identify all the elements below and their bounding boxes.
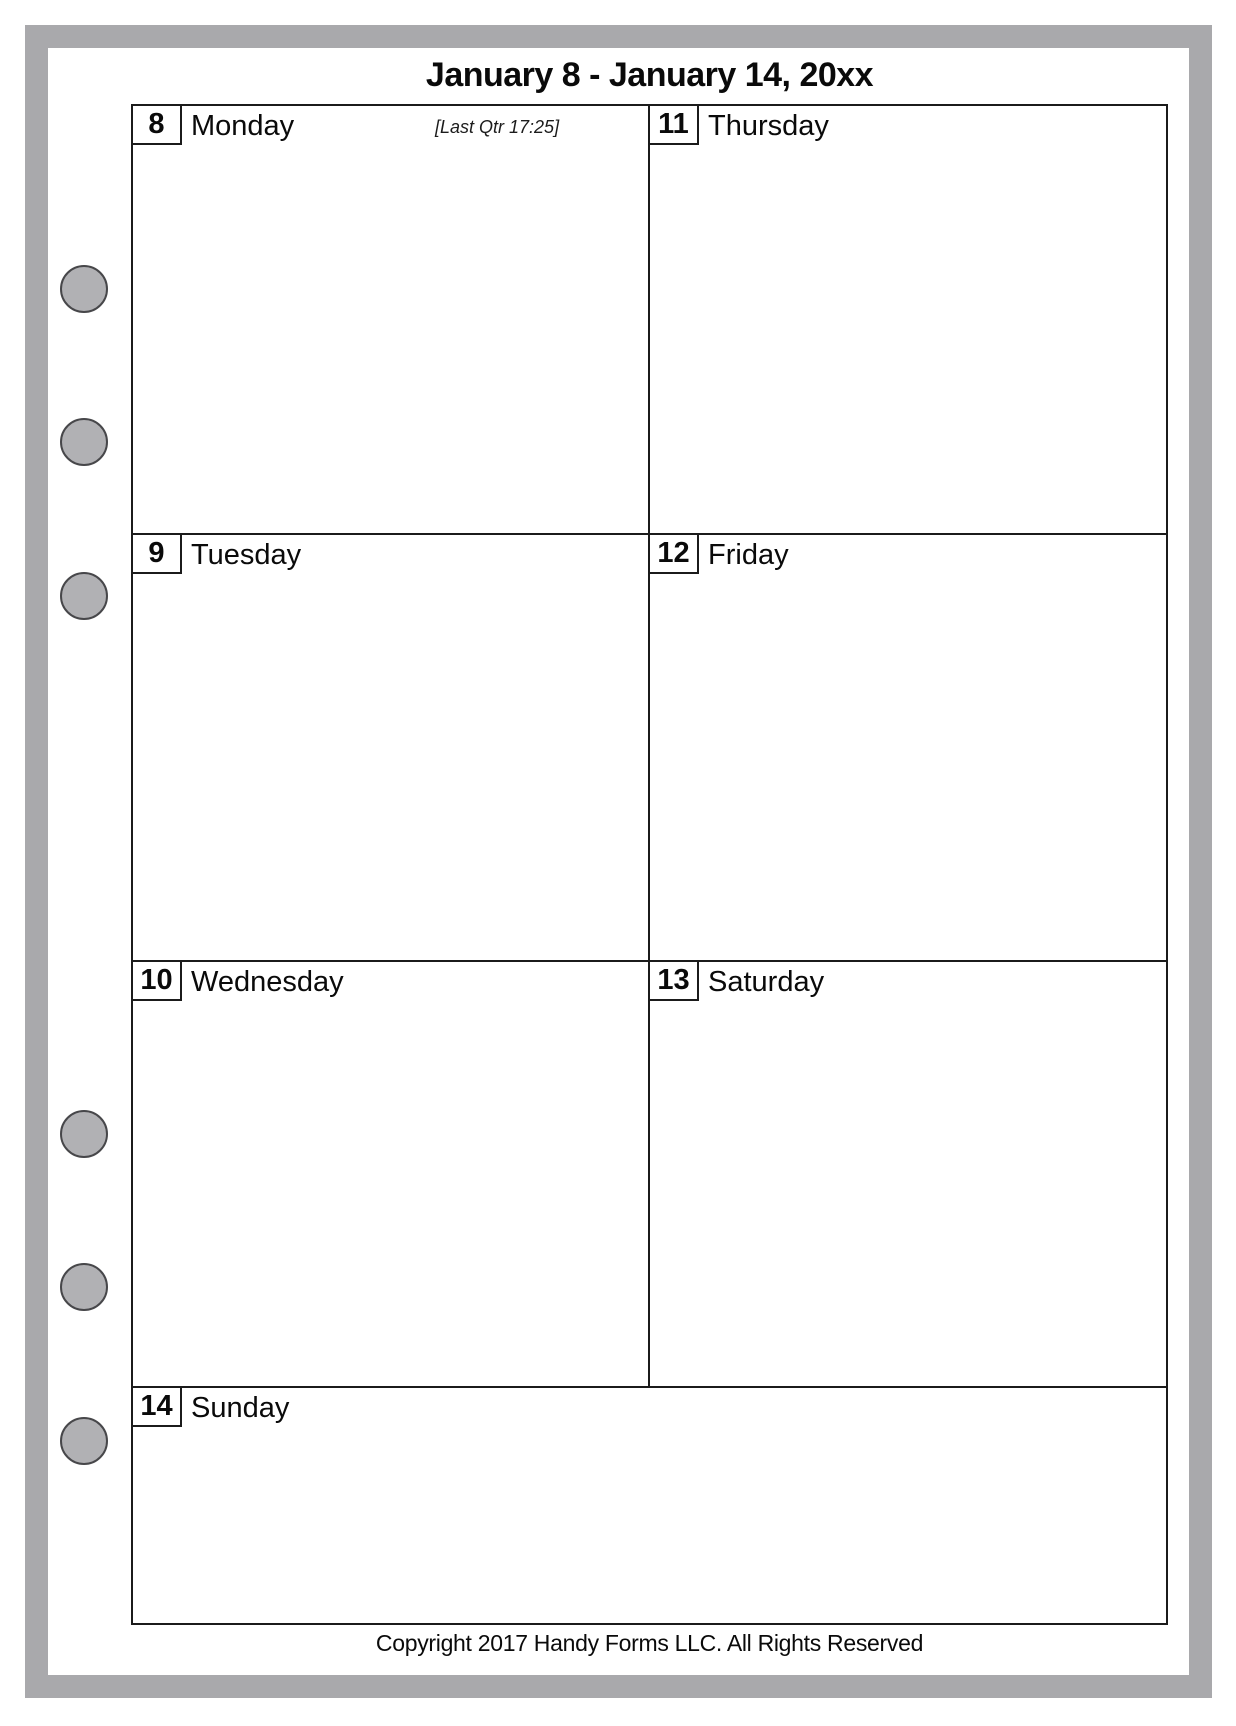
day-cell-sunday	[133, 1388, 1166, 1623]
day-number: 12	[650, 535, 699, 574]
day-name: Saturday	[708, 966, 825, 998]
copyright-notice: Copyright 2017 Handy Forms LLC. All Rights Reserved	[375, 1630, 924, 1656]
day-number: 9	[133, 535, 182, 574]
week-row-3	[133, 962, 1166, 1388]
day-name: Tuesday	[191, 539, 302, 571]
binder-hole	[60, 1417, 108, 1465]
day-name: Thursday	[708, 110, 829, 142]
day-cell-tuesday	[133, 535, 650, 960]
day-number: 11	[650, 106, 699, 145]
week-row-4	[133, 1388, 1166, 1623]
day-cell-friday	[650, 535, 1166, 960]
moon-phase-note: [Last Qtr 17:25]	[435, 117, 560, 137]
day-name: Monday	[191, 110, 295, 142]
binder-hole	[60, 572, 108, 620]
day-cell-wednesday	[133, 962, 650, 1386]
week-grid	[131, 104, 1168, 1625]
day-number: 14	[133, 1388, 182, 1427]
binder-hole	[60, 418, 108, 466]
day-name: Wednesday	[191, 966, 344, 998]
binder-hole	[60, 265, 108, 313]
binder-hole	[60, 1110, 108, 1158]
day-cell-saturday	[650, 962, 1166, 1386]
binder-hole	[60, 1263, 108, 1311]
week-title: January 8 - January 14, 20xx	[425, 56, 874, 94]
day-cell-monday	[133, 106, 650, 533]
day-number: 13	[650, 962, 699, 1001]
week-row-1	[133, 106, 1166, 535]
day-number: 8	[133, 106, 182, 145]
day-name: Friday	[708, 539, 789, 571]
day-number: 10	[133, 962, 182, 1001]
day-cell-thursday	[650, 106, 1166, 533]
week-row-2	[133, 535, 1166, 962]
day-name: Sunday	[191, 1392, 290, 1424]
